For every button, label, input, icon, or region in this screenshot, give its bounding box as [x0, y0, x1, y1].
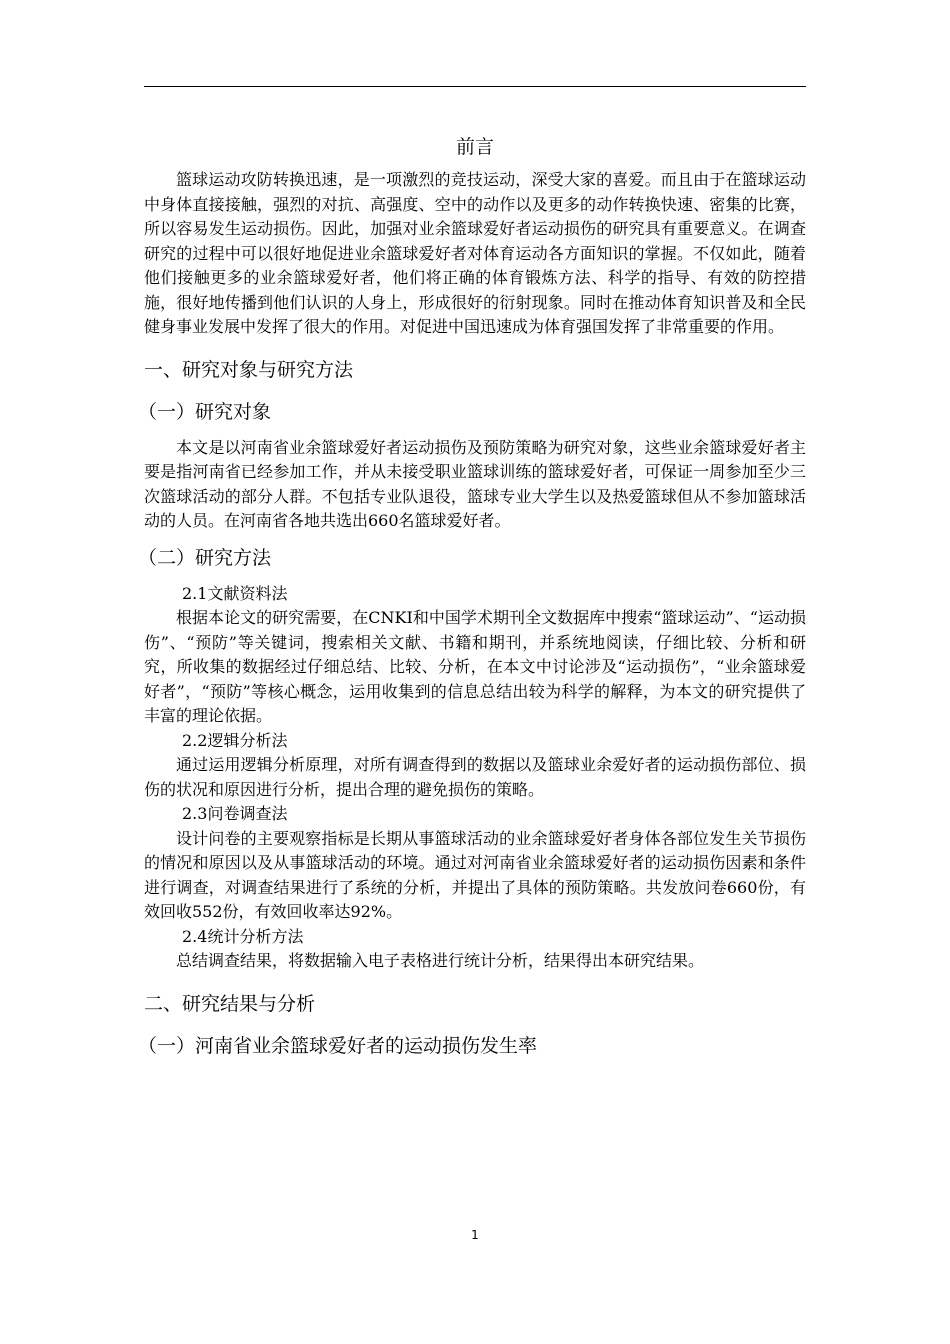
method-text-literature: 根据本论文的研究需要，在CNKI和中国学术期刊全文数据库中搜索“篮球运动”、“运动损伤”、“预防”等关键词，搜索相关文献、书籍和期刊，并系统地阅读，仔细比较、分析和研究，所收集的数据经过仔细总结、比较、分析，在本文中讨论涉及“运动损伤”，“业余篮球爱好者”，“预防”等核心概念，运用收集到的信息总结出较为科学的解释，为本文的研究提供了丰富的理论依据。 [144, 608, 806, 725]
section-heading-results-analysis: 二、研究结果与分析 [144, 992, 316, 1015]
method-title-statistics: 2.4统计分析方法 [182, 926, 304, 946]
section-heading-research-objects-methods: 一、研究对象与研究方法 [144, 358, 354, 381]
subsection-heading-injury-rate: （一）河南省业余篮球爱好者的运动损伤发生率 [138, 1034, 538, 1057]
page-content [138, 132, 806, 1070]
preface-paragraph: 篮球运动攻防转换迅速，是一项激烈的竞技运动，深受大家的喜爱。而且由于在篮球运动中身体直接接触，强烈的对抗、高强度、空中的动作以及更多的动作转换快速、密集的比赛，所以容易发生运动损伤。因此，加强对业余篮球爱好者运动损伤的研究具有重要意义。在调查研究的过程中可以很好地促进业余篮球爱好者对体育运动各方面知识的掌握。不仅如此，随着他们接触更多的业余篮球爱好者，他们将正确的体育锻炼方法、科学的指导、有效的防控措施，很好地传播到他们认识的人身上，形成很好的衍射现象。同时在推动体育知识普及和全民健身事业发展中发挥了很大的作用。对促进中国迅速成为体育强国发挥了非常重要的作用。 [144, 170, 806, 336]
page-title: 前言 [455, 136, 494, 158]
method-title-literature: 2.1文献资料法 [182, 583, 288, 603]
page-number: 1 [471, 1228, 479, 1242]
method-text-statistics: 总结调查结果，将数据输入电子表格进行统计分析，结果得出本研究结果。 [176, 951, 705, 970]
subsection-heading-research-methods: （二）研究方法 [138, 546, 272, 569]
subsection-heading-research-object: （一）研究对象 [138, 400, 272, 423]
header-rule [144, 86, 806, 87]
research-object-paragraph: 本文是以河南省业余篮球爱好者运动损伤及预防策略为研究对象，这些业余篮球爱好者主要是指河南省已经参加工作，并从未接受职业篮球训练的篮球爱好者，可保证一周参加至少三次篮球活动的部分人群。不包括专业队退役，篮球专业大学生以及热爱篮球但从不参加篮球活动的人员。在河南省各地共选出660名篮球爱好者。 [144, 437, 806, 530]
method-title-questionnaire: 2.3问卷调查法 [182, 804, 288, 823]
method-text-questionnaire: 设计问卷的主要观察指标是长期从事篮球活动的业余篮球爱好者身体各部位发生关节损伤的情况和原因以及从事篮球活动的环境。通过对河南省业余篮球爱好者的运动损伤因素和条件进行调查，对调查结果进行了系统的分析，并提出了具体的预防策略。共发放问卷660份，有效回收552份，有效回收率达92%。 [144, 828, 806, 921]
method-title-logic: 2.2逻辑分析法 [182, 730, 288, 750]
method-text-logic: 通过运用逻辑分析原理，对所有调查得到的数据以及篮球业余爱好者的运动损伤部位、损伤的状况和原因进行分析，提出合理的避免损伤的策略。 [144, 755, 806, 799]
